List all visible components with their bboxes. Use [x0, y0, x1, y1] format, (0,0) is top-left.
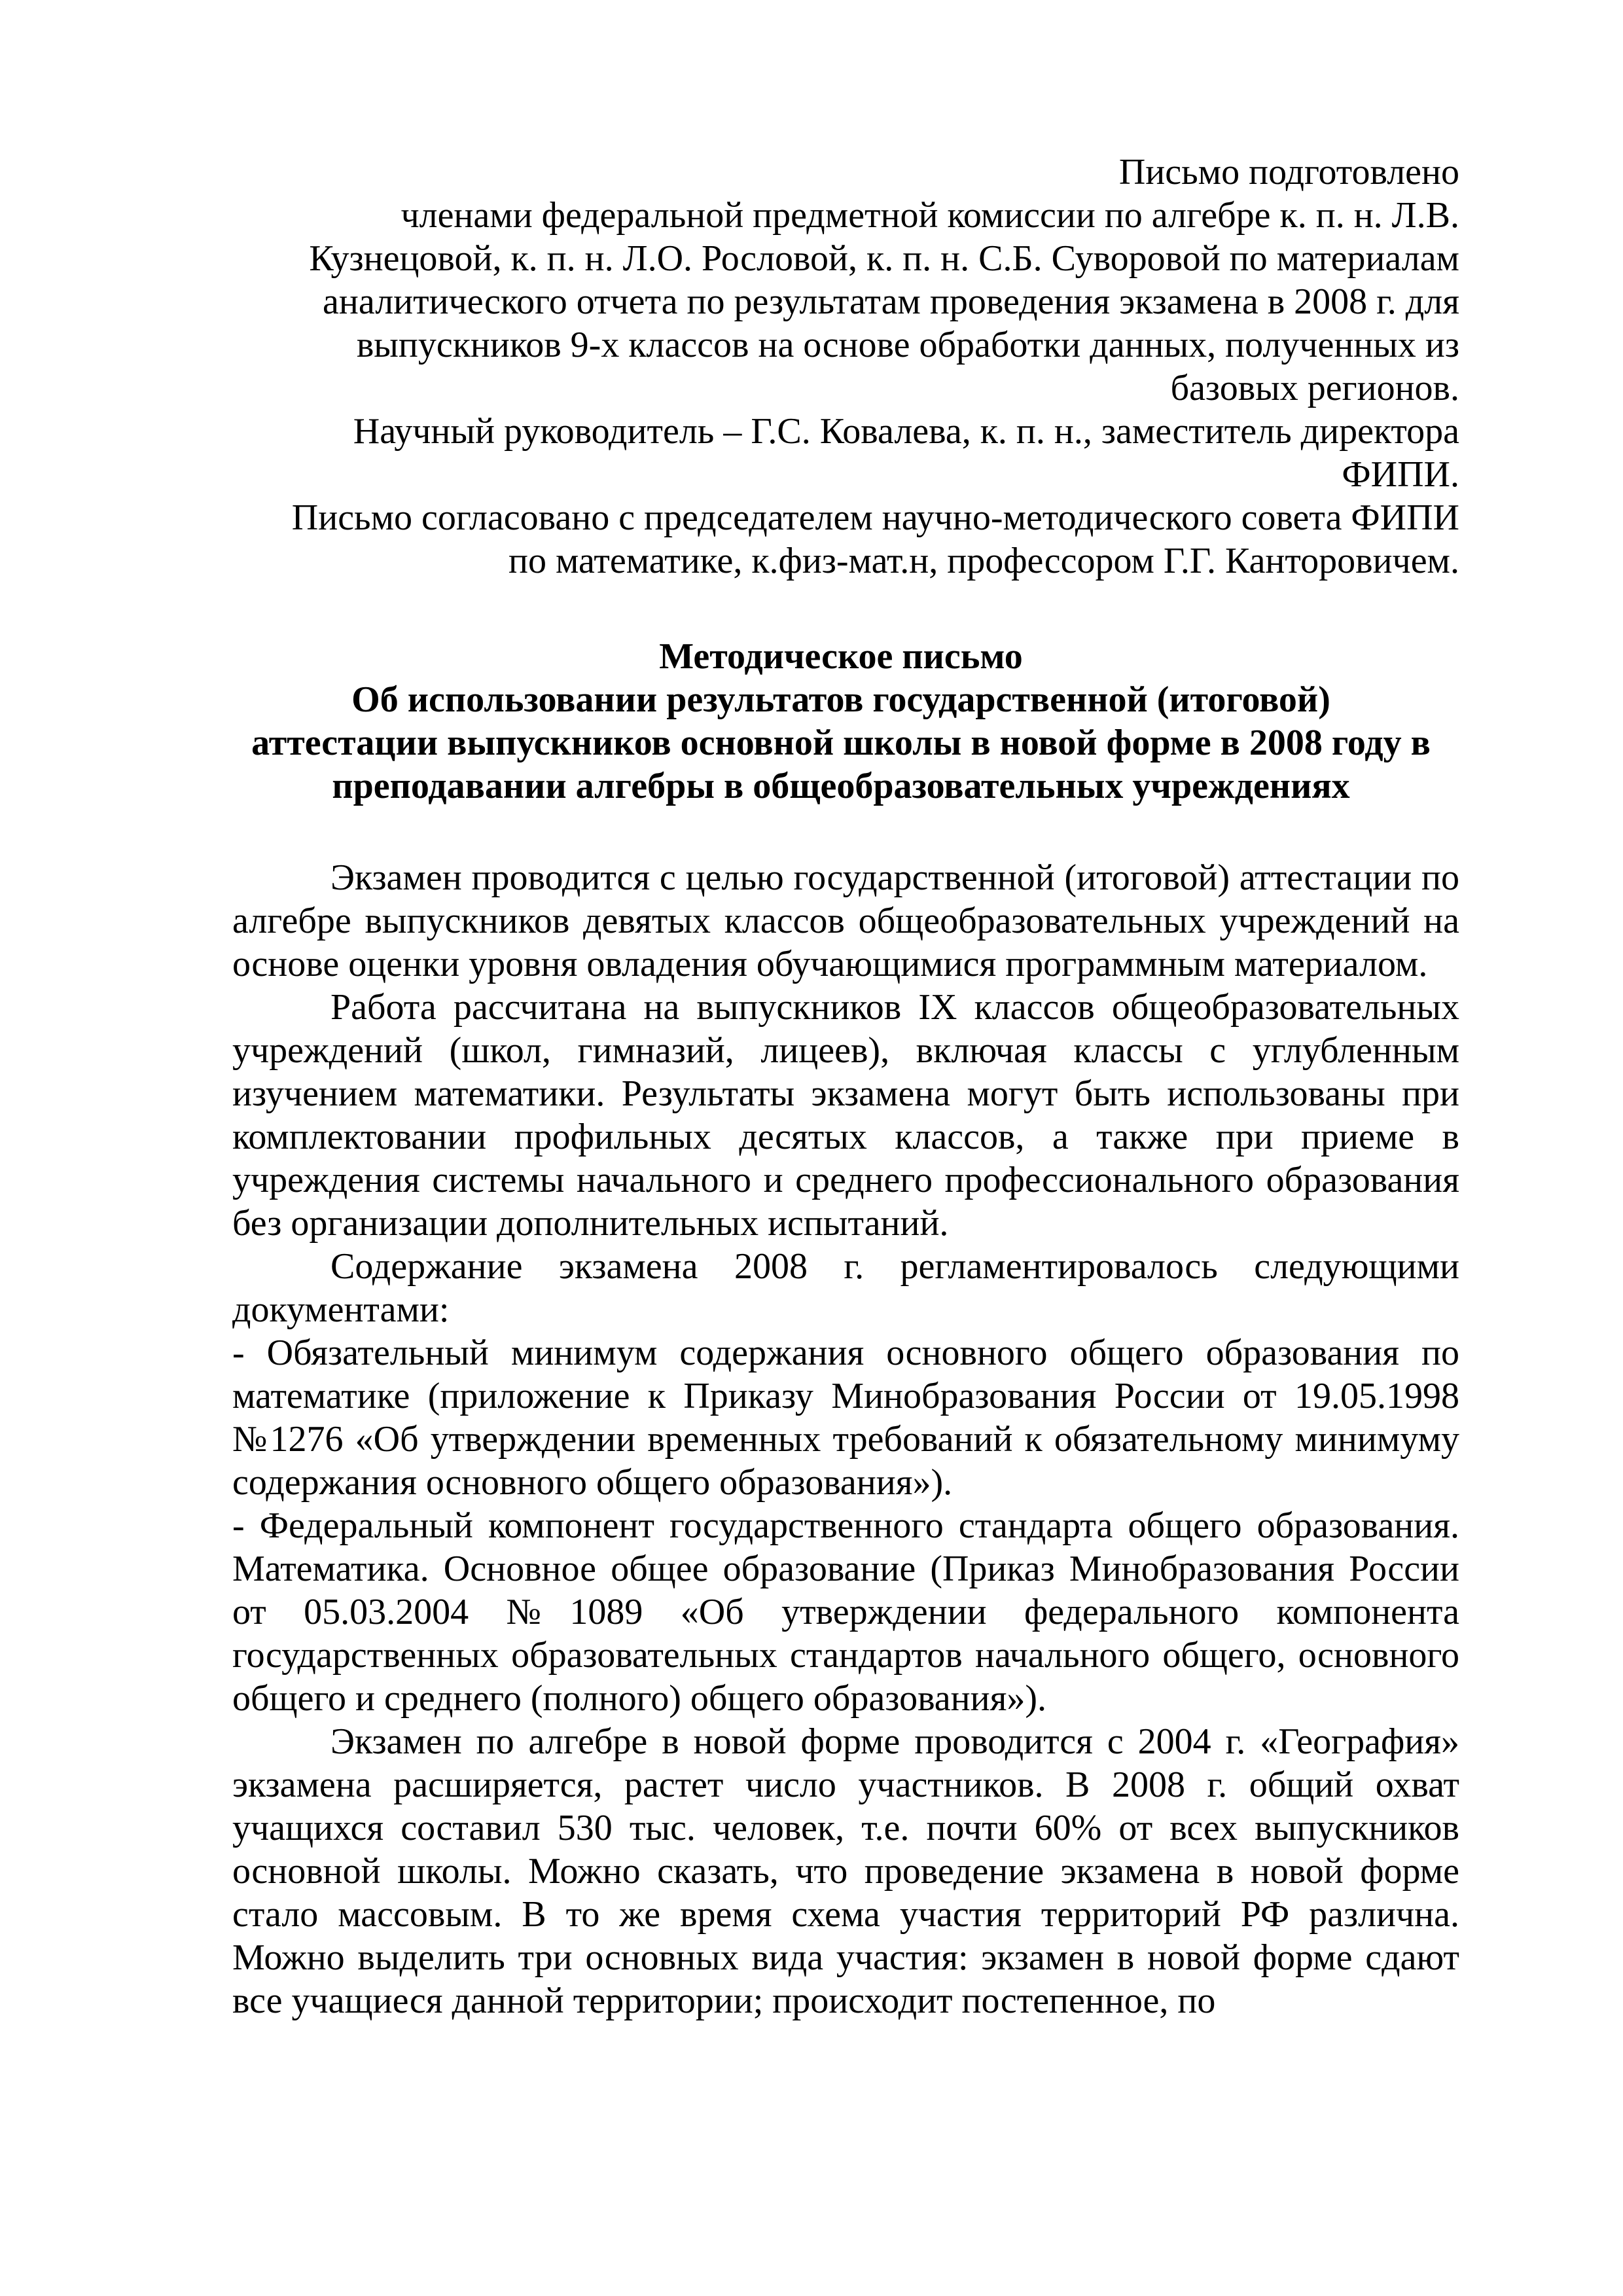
- document-title: [223, 635, 1459, 808]
- body-paragraph: Экзамен по алгебре в новой форме проводится с 2004 г. «География» экзамена расширяется, растет число участников. В 2008 г. общий охват учащихся составил 530 тыс. человек, т.е. почти 60% от всех выпускников основной школы. Можно сказать, что проведение экзамена в новой форме стало массовым. В то же время схема участия территорий РФ различна. Можно выделить три основных вида участия: экзамен в новой форме сдают все учащиеся данной территории; происходит постепенное, по: [232, 1721, 1459, 2021]
- body-paragraph: Содержание экзамена 2008 г. регламентировалось следующими документами:: [232, 1246, 1459, 1330]
- body-paragraph: Экзамен проводится с целью государственной (итоговой) аттестации по алгебре выпускников девятых классов общеобразовательных учреждений на основе оценки уровня овладения обучающимися программным материалом.: [232, 857, 1459, 984]
- title-line: аттестации выпускников основной школы в новой форме в 2008 году в: [251, 723, 1431, 763]
- title-line: преподавании алгебры в общеобразовательных учреждениях: [332, 766, 1350, 806]
- header-line: Письмо подготовлено: [1118, 152, 1459, 192]
- header-line: членами федеральной предметной комиссии по алгебре к. п. н. Л.В.: [401, 195, 1459, 236]
- document-body: [232, 856, 1459, 2022]
- header-line: базовых регионов.: [1170, 368, 1459, 408]
- body-list-item: - Обязательный минимум содержания основного общего образования по математике (приложение к Приказу Минобразования России от 19.05.1998 №1276 «Об утверждении временных требований к обязательному минимуму содержания основного общего образования»).: [232, 1333, 1459, 1503]
- title-line: Методическое письмо: [659, 636, 1023, 677]
- body-list-item: - Федеральный компонент государственного стандарта общего образования. Математика. Основное общее образование (Приказ Минобразования России от 05.03.2004 №1089 «Об утверждении федерального компонента государственных образовательных стандартов начального общего, основного общего и среднего (полного) общего образования»).: [232, 1505, 1459, 1719]
- title-line: Об использовании результатов государственной (итоговой): [351, 679, 1330, 720]
- header-line: ФИПИ.: [1342, 454, 1459, 495]
- header-line: аналитического отчета по результатам проведения экзамена в 2008 г. для: [323, 281, 1459, 322]
- header-line: по математике, к.физ-мат.н, профессором Г.Г. Канторовичем.: [508, 541, 1459, 581]
- header-line: Научный руководитель – Г.С. Ковалева, к. п. н., заместитель директора: [353, 411, 1459, 452]
- letter-preparation-note: [223, 151, 1459, 583]
- header-line: Кузнецовой, к. п. н. Л.О. Рословой, к. п. н. С.Б. Суворовой по материалам: [309, 238, 1459, 279]
- header-line: выпускников 9-х классов на основе обработки данных, полученных из: [356, 325, 1459, 365]
- header-line: Письмо согласовано с председателем научно-методического совета ФИПИ: [291, 497, 1459, 538]
- body-paragraph: Работа рассчитана на выпускников IX классов общеобразовательных учреждений (школ, гимназий, лицеев), включая классы с углубленным изучением математики. Результаты экзамена могут быть использованы при комплектовании профильных десятых классов, а также при приеме в учреждения системы начального и среднего профессионального образования без организации дополнительных испытаний.: [232, 987, 1459, 1244]
